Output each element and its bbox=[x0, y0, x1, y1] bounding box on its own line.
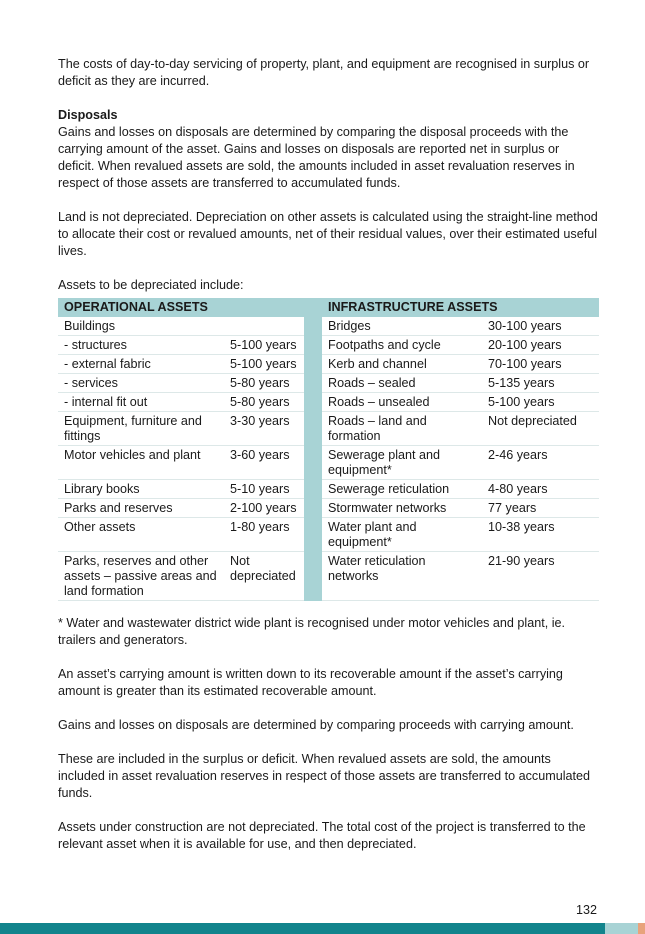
footnote: * Water and wastewater district wide plant is recognised under motor vehicles and plant, ie. trailers and generators. bbox=[58, 616, 566, 647]
operational-assets-header: OPERATIONAL ASSETS bbox=[58, 298, 304, 317]
infrastructure-asset-life: 2-46 years bbox=[482, 446, 599, 480]
operational-asset-name: - internal fit out bbox=[58, 393, 224, 412]
page-number: 132 bbox=[575, 903, 597, 917]
operational-asset-life: 5-80 years bbox=[224, 393, 304, 412]
construction-paragraph: Assets under construction are not depreciated. The total cost of the project is transferred to the relevant asset when it is available for use, and then depreciated. bbox=[58, 820, 586, 851]
operational-asset-name: - external fabric bbox=[58, 355, 224, 374]
infrastructure-assets-header: INFRASTRUCTURE ASSETS bbox=[322, 298, 599, 317]
infrastructure-asset-life: 4-80 years bbox=[482, 480, 599, 499]
infrastructure-asset-name: Stormwater networks bbox=[322, 499, 482, 518]
infrastructure-asset-life: 5-100 years bbox=[482, 393, 599, 412]
operational-asset-name: Parks and reserves bbox=[58, 499, 224, 518]
table-row bbox=[58, 552, 599, 601]
operational-asset-name: - structures bbox=[58, 336, 224, 355]
column-separator bbox=[304, 499, 322, 518]
header-separator bbox=[304, 298, 322, 317]
infrastructure-asset-name: Roads – unsealed bbox=[322, 393, 482, 412]
column-separator bbox=[304, 355, 322, 374]
column-separator bbox=[304, 374, 322, 393]
operational-asset-life: 2-100 years bbox=[224, 499, 304, 518]
infrastructure-asset-name: Sewerage plant and equipment* bbox=[322, 446, 482, 480]
operational-asset-name: Motor vehicles and plant bbox=[58, 446, 224, 480]
operational-asset-life bbox=[224, 317, 304, 336]
page-content bbox=[58, 56, 598, 853]
table-row bbox=[58, 446, 599, 480]
operational-asset-life: 3-60 years bbox=[224, 446, 304, 480]
footer-bar-accent bbox=[638, 923, 645, 934]
land-paragraph: Land is not depreciated. Depreciation on other assets is calculated using the straight-line method to allocate their cost or revalued amounts, net of their residual values, over their estimated useful lives. bbox=[58, 210, 598, 258]
operational-asset-name: - services bbox=[58, 374, 224, 393]
infrastructure-asset-life: 30-100 years bbox=[482, 317, 599, 336]
assets-intro: Assets to be depreciated include: bbox=[58, 278, 244, 292]
infrastructure-asset-name: Bridges bbox=[322, 317, 482, 336]
operational-asset-name: Buildings bbox=[58, 317, 224, 336]
column-separator bbox=[304, 317, 322, 336]
column-separator bbox=[304, 518, 322, 552]
carrying-amount-paragraph: An asset’s carrying amount is written down to its recoverable amount if the asset’s carrying amount is greater than its estimated recoverable amount. bbox=[58, 667, 563, 698]
operational-asset-life: 3-30 years bbox=[224, 412, 304, 446]
operational-asset-life: 5-80 years bbox=[224, 374, 304, 393]
table-row bbox=[58, 317, 599, 336]
infrastructure-asset-life: 21-90 years bbox=[482, 552, 599, 601]
infrastructure-asset-name: Sewerage reticulation bbox=[322, 480, 482, 499]
included-paragraph: These are included in the surplus or deficit. When revalued assets are sold, the amounts included in asset revaluation reserves in respect of those assets are transferred to accumulated funds. bbox=[58, 752, 591, 800]
gains-paragraph: Gains and losses on disposals are determined by comparing proceeds with carrying amount. bbox=[58, 718, 574, 732]
column-separator bbox=[304, 446, 322, 480]
table-header-row bbox=[58, 298, 599, 317]
column-separator bbox=[304, 393, 322, 412]
column-separator bbox=[304, 480, 322, 499]
infrastructure-asset-life: Not depreciated bbox=[482, 412, 599, 446]
infrastructure-asset-life: 20-100 years bbox=[482, 336, 599, 355]
operational-asset-life: 5-100 years bbox=[224, 336, 304, 355]
operational-asset-name: Library books bbox=[58, 480, 224, 499]
infrastructure-asset-life: 77 years bbox=[482, 499, 599, 518]
operational-asset-life: 1-80 years bbox=[224, 518, 304, 552]
table-row bbox=[58, 393, 599, 412]
depreciation-table bbox=[58, 298, 599, 601]
footer-bar-light bbox=[605, 923, 638, 934]
footer-bar bbox=[0, 923, 605, 934]
table-row bbox=[58, 518, 599, 552]
operational-asset-life: Not depreciated bbox=[224, 552, 304, 601]
table-row bbox=[58, 374, 599, 393]
infrastructure-asset-life: 10-38 years bbox=[482, 518, 599, 552]
infrastructure-asset-name: Water reticulation networks bbox=[322, 552, 482, 601]
disposals-paragraph: Gains and losses on disposals are determined by comparing the disposal proceeds with the carrying amount of the asset. Gains and losses on disposals are reported net in surplus or deficit. When revalued assets are sold, the amounts included in asset revaluation reserves in respect of those assets are transferred to accumulated funds. bbox=[58, 125, 575, 190]
table-row bbox=[58, 480, 599, 499]
infrastructure-asset-name: Water plant and equipment* bbox=[322, 518, 482, 552]
infrastructure-asset-life: 70-100 years bbox=[482, 355, 599, 374]
table-row bbox=[58, 499, 599, 518]
infrastructure-asset-name: Kerb and channel bbox=[322, 355, 482, 374]
table-row bbox=[58, 412, 599, 446]
column-separator bbox=[304, 552, 322, 601]
column-separator bbox=[304, 336, 322, 355]
table-row bbox=[58, 336, 599, 355]
disposals-heading: Disposals bbox=[58, 108, 118, 122]
operational-asset-life: 5-10 years bbox=[224, 480, 304, 499]
infrastructure-asset-name: Roads – land and formation bbox=[322, 412, 482, 446]
operational-asset-life: 5-100 years bbox=[224, 355, 304, 374]
servicing-paragraph: The costs of day-to-day servicing of property, plant, and equipment are recognised in surplus or deficit as they are incurred. bbox=[58, 57, 590, 88]
operational-asset-name: Equipment, furniture and fittings bbox=[58, 412, 224, 446]
infrastructure-asset-life: 5-135 years bbox=[482, 374, 599, 393]
table-body bbox=[58, 317, 599, 601]
operational-asset-name: Other assets bbox=[58, 518, 224, 552]
infrastructure-asset-name: Roads – sealed bbox=[322, 374, 482, 393]
table-row bbox=[58, 355, 599, 374]
column-separator bbox=[304, 412, 322, 446]
operational-asset-name: Parks, reserves and other assets – passive areas and land formation bbox=[58, 552, 224, 601]
infrastructure-asset-name: Footpaths and cycle bbox=[322, 336, 482, 355]
